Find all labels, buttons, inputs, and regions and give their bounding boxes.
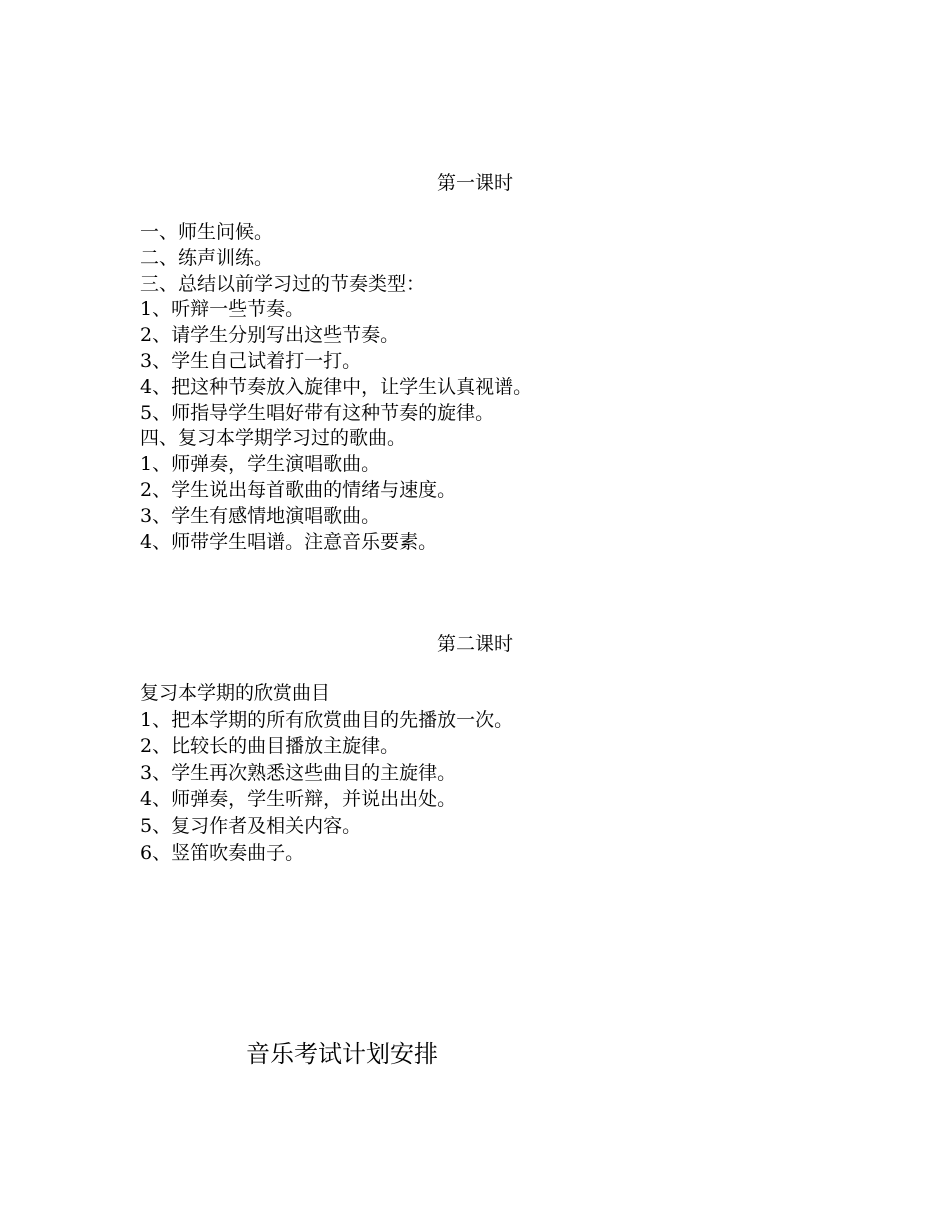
lesson2-line: 6、竖笛吹奏曲子。 — [140, 841, 305, 864]
lesson2-line: 2、比较长的曲目播放主旋律。 — [140, 735, 400, 758]
lesson2-heading: 第二课时 — [436, 633, 513, 655]
lesson2-line: 5、复习作者及相关内容。 — [140, 814, 362, 837]
lesson2-line: 1、把本学期的所有欣赏曲目的先播放一次。 — [140, 708, 514, 731]
lesson2-content — [140, 680, 840, 866]
lesson1-line: 二、练声训练。 — [140, 246, 274, 269]
exam-plan-title: 音乐考试计划安排 — [246, 1040, 438, 1068]
lesson1-line: 四、复习本学期学习过的歌曲。 — [140, 427, 407, 450]
lesson1-line: 3、学生自己试着打一打。 — [140, 349, 362, 372]
lesson1-line: 一、师生问候。 — [140, 221, 274, 243]
lesson1-line: 2、学生说出每首歌曲的情绪与速度。 — [140, 478, 457, 501]
lesson1-line: 5、师指导学生唱好带有这种节奏的旋律。 — [140, 401, 495, 424]
lesson1-line: 1、师弹奏，学生演唱歌曲。 — [140, 453, 381, 476]
lesson2-line: 复习本学期的欣赏曲目 — [140, 682, 331, 704]
lesson1-line: 3、学生有感情地演唱歌曲。 — [140, 504, 381, 527]
lesson1-line: 4、把这种节奏放入旋律中，让学生认真视谱。 — [140, 375, 533, 398]
lesson1-line: 三、总结以前学习过的节奏类型： — [140, 272, 426, 295]
lesson1-heading: 第一课时 — [436, 172, 513, 194]
lesson2-line: 3、学生再次熟悉这些曲目的主旋律。 — [140, 761, 457, 784]
lesson1-line: 4、师带学生唱谱。注意音乐要素。 — [140, 530, 438, 553]
lesson1-content — [140, 220, 840, 555]
lesson1-line: 1、听辩一些节奏。 — [140, 298, 305, 321]
lesson1-line: 2、请学生分别写出这些节奏。 — [140, 324, 400, 347]
lesson2-line: 4、师弹奏，学生听辩，并说出出处。 — [140, 788, 457, 811]
